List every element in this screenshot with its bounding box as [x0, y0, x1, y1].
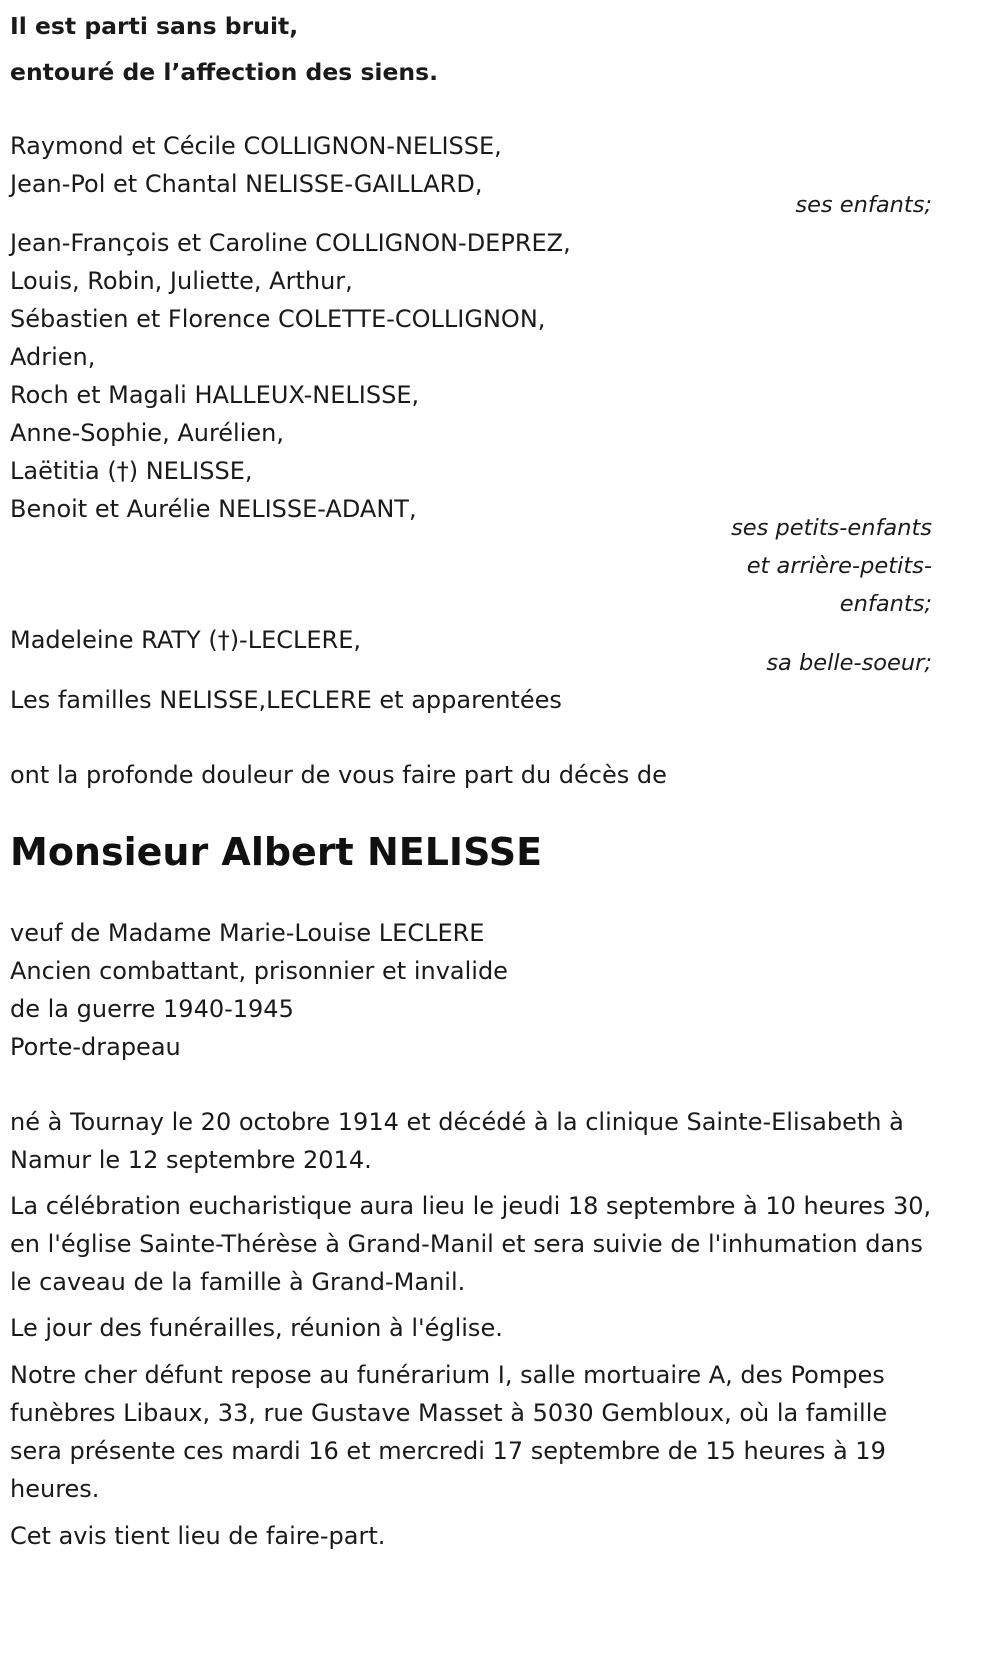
ceremony-paragraph: La célébration eucharistique aura lieu le jeudi 18 septembre à 10 heures 30, en l'église Sainte-Thérèse à Grand-Manil et sera suivie de l'inhumation dans le caveau de la famille à Grand-Manil. — [10, 1192, 932, 1296]
children-names — [10, 127, 502, 203]
sister-in-law-name: Madeleine RATY (†)-LECLERE, — [10, 626, 362, 654]
family-member: Adrien, — [10, 343, 96, 371]
detail-line: Porte-drapeau — [10, 1033, 181, 1061]
birth-death-paragraph: né à Tournay le 20 octobre 1914 et décédé à la clinique Sainte-Elisabeth à Namur le 12 septembre 2014. — [10, 1108, 904, 1174]
gathering-paragraph: Le jour des funérailles, réunion à l'église. — [10, 1314, 503, 1342]
grandchildren-names — [10, 224, 571, 528]
epigraph-line: Il est parti sans bruit, — [10, 12, 299, 40]
family-member: Laëtitia (†) NELISSE, — [10, 457, 253, 485]
children-role: ses enfants; — [795, 192, 932, 218]
epigraph — [10, 3, 438, 95]
announcement: ont la profonde douleur de vous faire part du décès de — [10, 761, 667, 789]
family-member: Roch et Magali HALLEUX-NELISSE, — [10, 381, 420, 409]
detail-line: de la guerre 1940-1945 — [10, 995, 294, 1023]
funeral-home-paragraph: Notre cher défunt repose au funérarium I, salle mortuaire A, des Pompes funèbres Libaux, 33, rue Gustave Masset à 5030 Gembloux, où la famille sera présente ces mardi 16 et mercredi 17 septembre de 15 heures à 19 heures. — [10, 1361, 888, 1503]
family-member: Raymond et Cécile COLLIGNON-NELISSE, — [10, 132, 502, 160]
role-line: ses petits-enfants — [731, 515, 932, 541]
epigraph-line: entouré de l’affection des siens. — [10, 58, 439, 86]
family-member: Benoit et Aurélie NELISSE-ADANT, — [10, 495, 417, 523]
family-member: Louis, Robin, Juliette, Arthur, — [10, 267, 353, 295]
grandchildren-role — [731, 509, 932, 623]
families-line: Les familles NELISSE,LECLERE et apparentées — [10, 686, 562, 714]
deceased-name: Monsieur Albert NELISSE — [10, 830, 543, 874]
detail-line: veuf de Madame Marie-Louise LECLERE — [10, 919, 485, 947]
family-member: Anne-Sophie, Aurélien, — [10, 419, 284, 447]
detail-line: Ancien combattant, prisonnier et invalide — [10, 957, 508, 985]
family-member: Jean-Pol et Chantal NELISSE-GAILLARD, — [10, 170, 483, 198]
sister-in-law-role: sa belle-soeur; — [766, 650, 932, 676]
family-member: Sébastien et Florence COLETTE-COLLIGNON, — [10, 305, 546, 333]
role-line: enfants; — [839, 591, 932, 617]
role-line: et arrière-petits- — [746, 553, 932, 579]
deceased-details — [10, 914, 508, 1066]
family-member: Jean-François et Caroline COLLIGNON-DEPREZ, — [10, 229, 571, 257]
closing-paragraph: Cet avis tient lieu de faire-part. — [10, 1522, 386, 1550]
